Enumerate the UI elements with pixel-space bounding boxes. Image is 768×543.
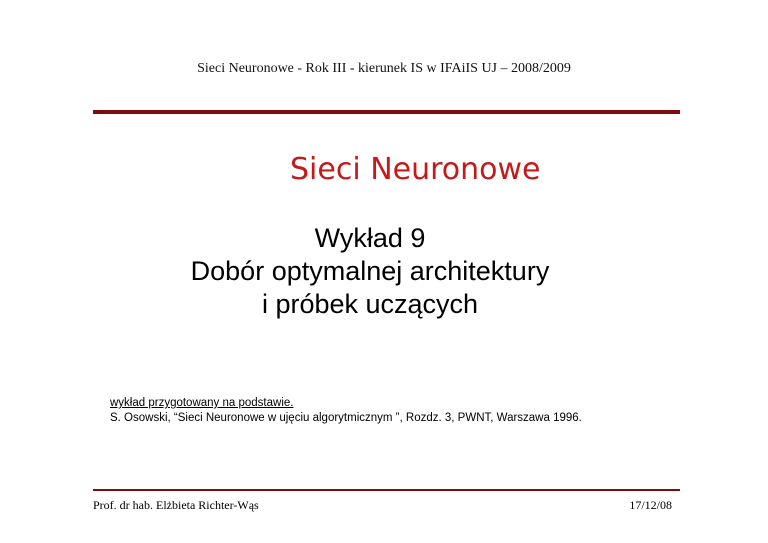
top-divider [93, 110, 680, 114]
slide-header: Sieci Neuronowe - Rok III - kierunek IS w IFAiIS UJ – 2008/2009 [197, 61, 571, 76]
subtitle-line-topic: Dobór optymalnej architektury [190, 256, 550, 286]
subtitle-line-lecture: Wykład 9 [314, 223, 426, 253]
slide-subtitle [140, 222, 600, 321]
source-reference: S. Osowski, “Sieci Neuronowe w ujęciu algorytmicznym ”, Rozdz. 3, PWNT, Warszawa 1996. [110, 412, 582, 424]
slide-title: Sieci Neuronowe [290, 152, 541, 187]
source-note [110, 396, 582, 426]
footer-author: Prof. dr hab. Elżbieta Richter-Wąs [93, 498, 259, 512]
subtitle-line-topic-cont: i próbek uczących [261, 289, 479, 319]
bottom-divider [93, 489, 680, 491]
source-label: wykład przygotowany na podstawie. [110, 397, 294, 409]
footer-date: 17/12/08 [629, 498, 672, 512]
